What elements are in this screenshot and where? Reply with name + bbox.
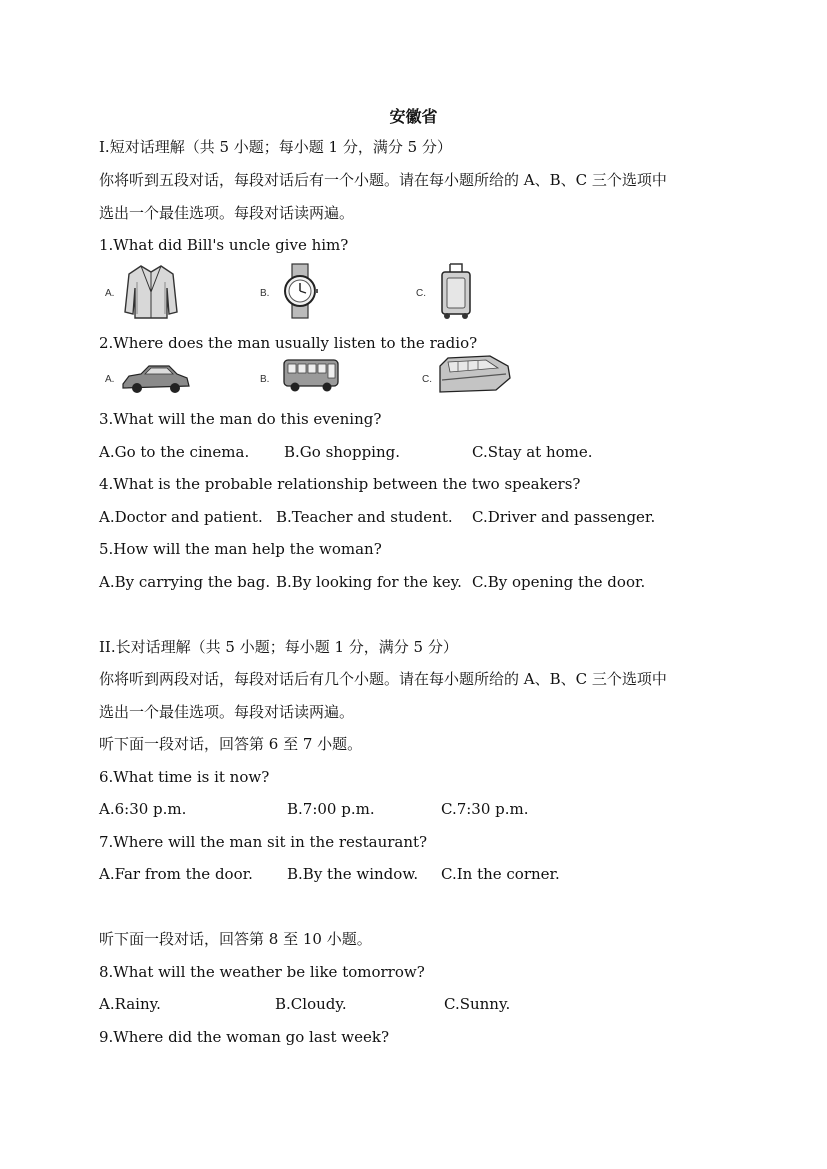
q2-option-c[interactable]	[422, 352, 518, 398]
q3-option-c[interactable]: C.Stay at home.	[472, 443, 593, 461]
q4-option-b[interactable]: B.Teacher and student.	[276, 508, 453, 526]
q8-option-b[interactable]: B.Cloudy.	[275, 995, 347, 1013]
q1-option-c-label: C.	[416, 288, 426, 299]
section1-instruction-line1: 你将听到五段对话，每段对话后有一个小题。请在每小题所给的 A、B、C 三个选项中	[99, 171, 667, 189]
q2-option-a[interactable]	[105, 360, 195, 400]
q4-option-a[interactable]: A.Doctor and patient.	[99, 508, 263, 526]
section1-instruction-line2: 选出一个最佳选项。每段对话读两遍。	[99, 204, 355, 222]
question-4: 4.What is the probable relationship between the two speakers?	[99, 475, 581, 493]
q5-option-c[interactable]: C.By opening the door.	[472, 573, 646, 591]
q1-option-a-label: A.	[105, 288, 115, 299]
q1-option-b-label: B.	[260, 288, 270, 299]
q2-option-c-label: C.	[422, 374, 432, 385]
watch-icon	[280, 262, 320, 320]
jacket-icon	[123, 262, 179, 320]
q1-option-a[interactable]	[105, 262, 185, 322]
q8-option-c[interactable]: C.Sunny.	[444, 995, 511, 1013]
question-8: 8.What will the weather be like tomorrow?	[99, 963, 425, 981]
car-icon	[119, 362, 191, 396]
q2-option-b[interactable]	[260, 358, 350, 398]
q3-option-b[interactable]: B.Go shopping.	[284, 443, 400, 461]
q2-option-b-label: B.	[260, 374, 270, 385]
q6-option-a[interactable]: A.6:30 p.m.	[99, 800, 187, 818]
q3-option-a[interactable]: A.Go to the cinema.	[99, 443, 250, 461]
page-title: 安徽省	[389, 107, 438, 126]
section2-instruction-line2: 选出一个最佳选项。每段对话读两遍。	[99, 703, 355, 721]
q2-option-a-label: A.	[105, 374, 115, 385]
question-1: 1.What did Bill's uncle give him?	[99, 236, 349, 254]
question-5: 5.How will the man help the woman?	[99, 540, 382, 558]
question-2: 2.Where does the man usually listen to the radio?	[99, 334, 478, 352]
q6-option-c[interactable]: C.7:30 p.m.	[441, 800, 529, 818]
section2-group2-instruction: 听下面一段对话，回答第 8 至 10 小题。	[99, 930, 372, 948]
q7-option-c[interactable]: C.In the corner.	[441, 865, 560, 883]
question-3: 3.What will the man do this evening?	[99, 410, 382, 428]
q8-option-a[interactable]: A.Rainy.	[99, 995, 161, 1013]
q7-option-a[interactable]: A.Far from the door.	[99, 865, 253, 883]
question-7: 7.Where will the man sit in the restaurant?	[99, 833, 428, 851]
train-icon	[436, 352, 512, 396]
q1-option-b[interactable]	[260, 262, 340, 322]
q7-option-b[interactable]: B.By the window.	[287, 865, 419, 883]
question-6: 6.What time is it now?	[99, 768, 270, 786]
section2-group1-instruction: 听下面一段对话，回答第 6 至 7 小题。	[99, 735, 363, 753]
section1-heading: I.短对话理解（共 5 小题；每小题 1 分，满分 5 分）	[99, 138, 452, 156]
q5-option-b[interactable]: B.By looking for the key.	[276, 573, 462, 591]
section2-instruction-line1: 你将听到两段对话，每段对话后有几个小题。请在每小题所给的 A、B、C 三个选项中	[99, 670, 667, 688]
q5-option-a[interactable]: A.By carrying the bag.	[99, 573, 271, 591]
suitcase-icon	[438, 262, 474, 320]
q1-option-c[interactable]	[416, 262, 496, 322]
q6-option-b[interactable]: B.7:00 p.m.	[287, 800, 375, 818]
bus-icon	[282, 358, 340, 394]
question-9: 9.Where did the woman go last week?	[99, 1028, 390, 1046]
section2-heading: II.长对话理解（共 5 小题；每小题 1 分，满分 5 分）	[99, 638, 458, 656]
q4-option-c[interactable]: C.Driver and passenger.	[472, 508, 656, 526]
